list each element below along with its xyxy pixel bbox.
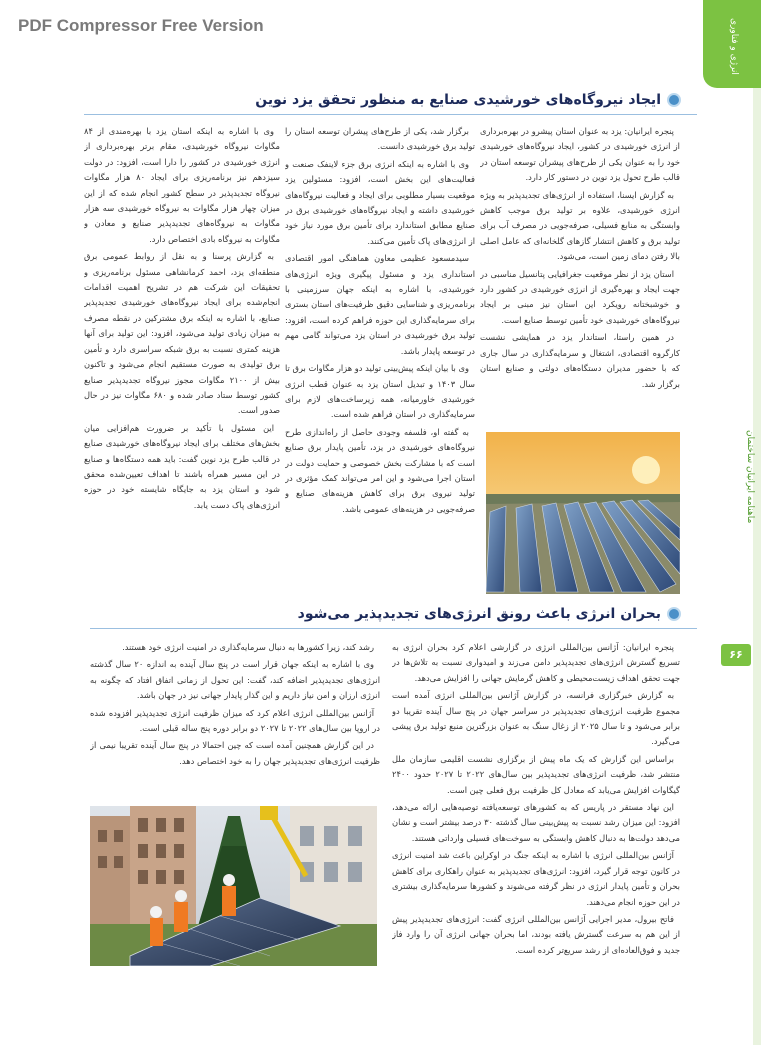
- paragraph: وی با اشاره به اینکه استان یزد با بهره‌مندی از ۸۴ مگاوات نیروگاه خورشیدی، مقام برتر بهره‌برداری از انرژی خورشیدی در کشور را دارا است، افزود: در دولت سیزدهم نیز برنامه‌ریزی برای ایجاد ۸۰ هزار مگاوات نیروگاه تجدیدپذیر در سطح کشور انجام شده که از این میزان چهار هزار مگاوات به نیروگاه خورشیدی سه هزار مگاوات به نیروگاه‌های تجدیدپذیر صنایع و معادن و مگاوات به نیروگاه بادی اختصاص دارد.: [84, 126, 280, 244]
- article2-rule: [90, 628, 697, 629]
- panel-installation-illustration: [90, 806, 377, 966]
- side-magazine-label: ماهنامه ایرانیان ساختمان: [745, 430, 755, 524]
- paragraph: این نهاد مستقر در پاریس که به کشورهای توسعه‌یافته توصیه‌هایی ارائه می‌دهد، افزود: این میزان رشد نسبت به پیش‌بینی سال گذشته ۳۰ درصد بیشتر است و نشان می‌دهد دولت‌ها به دنبال کاهش وابستگی به سوخت‌های فسیلی وارداتی هستند.: [392, 802, 680, 843]
- paragraph: وی با اشاره به اینکه جهان قرار است در پنج سال آینده به اندازه ۲۰ سال گذشته انرژی‌های تجدیدپذیر اضافه کند، گفت: این تحول از زمانی اتفاق افتاد که چگونه به انرژی ارزان و امن نیاز داریم و این گذار پایدار جهانی نیز در جهان باشد.: [90, 659, 380, 701]
- paragraph: آژانس بین‌المللی انرژی با اشاره به اینکه جنگ در اوکراین باعث شد امنیت انرژی در کانون توجه قرار گیرد، افزود: انرژی‌های تجدیدپذیر به عنوان راهکاری برای کاهش بحران و تأمین پایدار انرژی در نظر گرفته می‌شوند و کشورها سرمایه‌گذاری بیشتری در این حوزه انجام می‌دهند.: [392, 850, 680, 907]
- paragraph: رشد کند، زیرا کشورها به دنبال سرمایه‌گذاری در امنیت انرژی خود هستند.: [122, 642, 374, 652]
- article2-column-left: [90, 640, 380, 800]
- paragraph: استان یزد از نظر موقعیت جغرافیایی پتانسیل مناسبی در جهت ایجاد و بهره‌گیری از انرژی خورشیدی در کشور دارد و خوشبختانه رویکرد این استان نیز مبنی بر ایجاد نیروگاه‌های خورشیدی خود تأمین توسط صنایع است.: [480, 268, 680, 325]
- page-number: ۶۶: [721, 644, 751, 666]
- paragraph: آژانس بین‌المللی انرژی اعلام کرد که میزان ظرفیت انرژی تجدیدپذیر افزوده شده در اروپا بین سال‌های ۲۰۲۲ تا ۲۰۲۷ دو برابر دوره پنج ساله قبلی است.: [90, 707, 380, 734]
- article1-rule: [84, 114, 697, 115]
- article1-title: ایجاد نیروگاه‌های خورشیدی صنایع به منظور تحقق یزد نوین: [255, 92, 661, 108]
- paragraph: به گزارش ایسنا، استفاده از انرژی‌های تجدیدپذیر به ویژه انرژی خورشیدی، علاوه بر تولید برق موجب کاهش وابستگی به منابع فسیلی، صرفه‌جویی در مصرف آب برای تولید برق و کاهش انتشار گازهای گلخانه‌ای که عامل اصلی بالا رفتن دمای زمین است، می‌شود.: [480, 189, 680, 262]
- side-strip: [753, 88, 761, 1045]
- paragraph: وی با اشاره به اینکه انرژی برق جزء لاینفک صنعت و فعالیت‌های این بخش است، افزود: مسئولین یزد موقعیت بسیار مطلوبی برای ایجاد و فعالیت نیروگاه‌های خورشیدی داشته و ایجاد نیروگاه‌های خورشیدی برق در صنایع مطابق استاندارد برای تأمین برق مورد نیاز خود از انرژی‌های پاک تأمین می‌کنند.: [285, 158, 475, 246]
- paragraph: در همین راستا، استاندار یزد در همایشی نشست کارگروه اقتصادی، اشتغال و سرمایه‌گذاری در سال جاری که با حضور مدیران دستگاه‌های دولتی و صنایع استان برگزار شد.: [480, 332, 680, 389]
- workers-installing-panels-photo: [90, 806, 377, 966]
- paragraph: به گفته او، فلسفه وجودی حاصل از راه‌اندازی طرح نیروگاه‌های خورشیدی در یزد، تأمین پایدار برق صنایع است که با مشارکت بخش خصوصی و حمایت دولت در استان اجرا می‌شود و این امر می‌تواند کمک مؤثری در تولید نیروی برق برای کاهش هزینه‌های صنایع و صرفه‌جویی در هزینه‌های عمومی باشد.: [285, 426, 475, 514]
- paragraph: به گزارش پرسنا و به نقل از روابط عمومی برق منطقه‌ای یزد، احمد کرمانشاهی مسئول برنامه‌ریزی و تحقیقات این شرکت هم در تشریح اهمیت اقدامات انجام‌شده برای ایجاد نیروگاه‌های خورشیدی تجدیدپذیر صنایع، با اشاره به اینکه برق مشترکین در نقطه مصرف به میزان زیادی تولید می‌شود، افزود: این تولید برای آنها هزینه کمتری نسبت به برق شبکه سراسری دارد و تأمین برق تولیدی به صورت مستقیم انجام می‌شود و تاکنون بیش از ۲۱۰۰ مگاوات مجوز نیروگاه تجدیدپذیر صنایع کشور توسط ستاد صادر شده و ۶۸۰ مگاوات نیز در حال صدور است.: [84, 251, 280, 416]
- headline-bullet-icon: [667, 607, 681, 621]
- article1-column-right: [480, 124, 680, 428]
- paragraph: براساس این گزارش که یک ماه پیش از برگزاری نشست اقلیمی سازمان ملل منتشر شد، ظرفیت انرژی‌های تجدیدپذیر بین سال‌های ۲۰۲۲ تا ۲۰۲۷ حدود ۲۴۰۰ گیگاوات افزایش می‌یابد که معادل کل ظرفیت برق فعلی چین است.: [392, 753, 680, 795]
- paragraph: این مسئول با تأکید بر ضرورت هم‌افزایی میان بخش‌های مختلف برای ایجاد نیروگاه‌های خورشیدی صنایع در قالب طرح یزد نوین گفت: باید همه دستگاه‌ها و صنایع در این مسیر همراه باشند تا اهداف تعیین‌شده محقق شود و استان یزد به جایگاه شایسته خود در حوزه انرژی‌های پاک دست یابد.: [84, 422, 280, 510]
- article1-column-middle: [285, 124, 475, 600]
- article2-headline: [298, 606, 681, 622]
- paragraph: پنجره ایرانیان: یزد به عنوان استان پیشرو در بهره‌برداری از انرژی خورشیدی در کشور، ایجاد نیروگاه‌های خورشیدی خود را به عنوان یکی از طرح‌های پیشران توسعه استان در قالب طرح تحول یزد نوین در دستور کار دارد.: [480, 126, 680, 183]
- paragraph: سیدمسعود عظیمی معاون هماهنگی امور اقتصادی استانداری یزد و مسئول پیگیری ویژه انرژی‌های خورشیدی، با اشاره به اینکه جهان سرزمینی با برنامه‌ریزی و شناسایی دقیق ظرفیت‌های استان بستری برای سرمایه‌گذاری این حوزه فراهم کرده است، افزود: تولید برق خورشیدی در استان یزد می‌تواند گامی مهم در توسعه پایدار باشد.: [285, 253, 475, 356]
- paragraph: در این گزارش همچنین آمده است که چین احتمالا در پنج سال آینده تقریبا نیمی از ظرفیت انرژی‌های تجدیدپذیر جهان را به خود اختصاص دهد.: [90, 740, 380, 766]
- headline-bullet-icon: [667, 93, 681, 107]
- paragraph: پنجره ایرانیان: آژانس بین‌المللی انرژی در گزارشی اعلام کرد بحران انرژی به تسریع گسترش انرژی‌های تجدیدپذیر دامن می‌زند و امیدواری نسبت به تلاش‌ها در جهت تحقق اهداف زیست‌محیطی و کاهش گرمایش جهانی را افزایش می‌دهد.: [392, 642, 680, 683]
- article1-column-left: [84, 124, 280, 600]
- paragraph: به گزارش خبرگزاری فرانسه، در گزارش آژانس بین‌المللی انرژی آمده است مجموع ظرفیت انرژی‌های تجدیدپذیر در سراسر جهان در پنج سال آینده تقریبا دو برابر می‌شود و تا سال ۲۰۲۵ از زغال سنگ به عنوان بزرگترین منبع تولید برق پیشی می‌گیرد.: [392, 690, 680, 747]
- section-tab-label: انرژی و فناوری: [729, 18, 739, 75]
- section-tab: [703, 0, 761, 88]
- paragraph: برگزار شد، یکی از طرح‌های پیشران توسعه استان را تولید برق خورشیدی دانست.: [285, 126, 475, 152]
- solar-farm-photo: [486, 432, 680, 594]
- article2-column-right: [392, 640, 680, 970]
- article2-title: بحران انرژی باعث رونق انرژی‌های تجدیدپذیر می‌شود: [297, 606, 661, 622]
- watermark: PDF Compressor Free Version: [18, 16, 264, 35]
- article1-headline: [255, 92, 681, 108]
- paragraph: وی با بیان اینکه پیش‌بینی تولید دو هزار مگاوات برق تا سال ۱۴۰۳ و تبدیل استان یزد به عنوان قطب انرژی خورشیدی خاورمیانه، همه زیرساخت‌های لازم برای سرمایه‌گذاری در استان فراهم شده است.: [285, 363, 475, 420]
- solar-farm-illustration: [486, 432, 680, 594]
- paragraph: فاتح بیرول، مدیر اجرایی آژانس بین‌المللی انرژی گفت: انرژی‌های تجدیدپذیر پیش از این هم به سرعت گسترش یافته بودند، اما بحران جهانی انرژی آن را وارد فاز جدید و فوق‌العاده‌ای از رشد سریع‌تر کرده است.: [392, 913, 680, 955]
